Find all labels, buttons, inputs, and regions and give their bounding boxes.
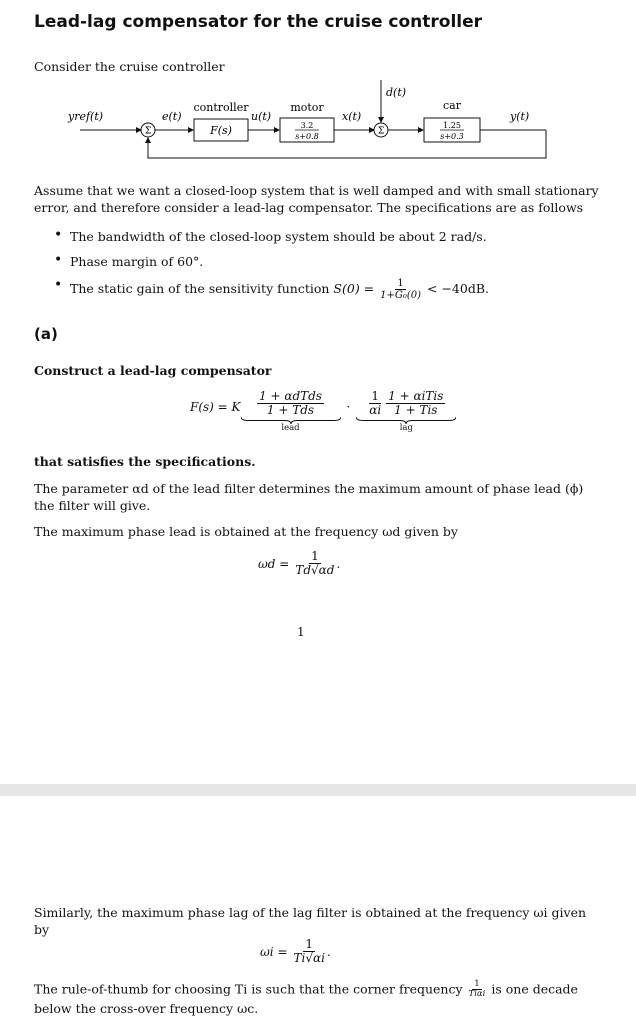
- lag-paragraph: Similarly, the maximum phase lag of the lag filter is obtained at the frequency ωi given by: [34, 905, 587, 937]
- corner-frequency-numerator: 1: [474, 979, 480, 989]
- corner-frequency-fraction: [467, 980, 488, 1000]
- rule-suffix: is one decade below the cross-over frequency ωc.: [34, 981, 578, 1016]
- max-lead-paragraph: The maximum phase lead is obtained at the frequency ωd given by: [34, 524, 458, 539]
- intro-text: Consider the cruise controller: [34, 59, 225, 74]
- output-label: y(t): [510, 110, 530, 123]
- spec-static-gain: [54, 278, 614, 301]
- wi-equation: [260, 938, 331, 965]
- block-diagram: [60, 80, 600, 170]
- motor-denominator: s+0.8: [295, 132, 319, 141]
- lag-coefficient: [367, 390, 383, 417]
- wd-numerator: 1: [311, 549, 319, 563]
- control-signal-label: u(t): [251, 110, 272, 123]
- motor-output-label: x(t): [342, 110, 362, 123]
- lag-numerator: 1 + αiTis: [388, 389, 444, 403]
- error-label: e(t): [162, 110, 182, 123]
- page-title: Lead-lag compensator for the cruise controller: [34, 12, 483, 32]
- sum-symbol-2: Σ: [377, 126, 385, 137]
- lead-denominator: 1 + Tds: [266, 403, 315, 418]
- static-gain-prefix: The static gain of the sensitivity function: [70, 281, 330, 296]
- lag-fraction: [386, 390, 445, 417]
- spec-phase-margin: • Phase margin of 60°.: [54, 253, 614, 270]
- static-gain-lhs: S(0) =: [333, 281, 375, 296]
- corner-frequency-denominator: Tiαi: [468, 989, 486, 1000]
- motor-numerator: 3.2: [300, 121, 314, 130]
- wd-lhs: ωd =: [258, 556, 290, 571]
- parameter-paragraph: The parameter αd of the lead filter determines the maximum amount of phase lead (ϕ) the filter will give.: [34, 481, 584, 513]
- construct-heading: Construct a lead-lag compensator: [34, 363, 272, 378]
- rule-of-thumb-paragraph: [34, 980, 604, 1017]
- lead-fraction: [257, 390, 324, 417]
- part-label: (a): [34, 325, 58, 343]
- formula-dot: ·: [346, 400, 351, 414]
- lead-part: [241, 390, 341, 433]
- wi-fraction: [292, 938, 327, 965]
- car-numerator: 1.25: [443, 121, 461, 130]
- sensitivity-numerator: 1: [397, 278, 404, 289]
- wi-numerator: 1: [305, 937, 314, 951]
- static-gain-suffix: < −40dB.: [427, 281, 490, 296]
- lag-terms: [367, 390, 445, 417]
- lag-denominator: 1 + Tis: [394, 403, 438, 418]
- lead-numerator: 1 + αdTds: [259, 389, 322, 403]
- specification-list: [54, 228, 614, 309]
- disturbance-label: d(t): [386, 86, 407, 99]
- sensitivity-fraction: [378, 278, 423, 301]
- sensitivity-denominator: 1+G₀(0): [380, 290, 422, 301]
- controller-label: controller: [193, 101, 249, 114]
- lead-lag-formula: [190, 390, 456, 433]
- car-label: car: [443, 99, 461, 112]
- rule-prefix: The rule-of-thumb for choosing Ti is such that the corner frequency: [34, 981, 463, 997]
- spec-bandwidth: • The bandwidth of the closed-loop system should be about 2 rad/s.: [54, 228, 614, 245]
- sum-symbol-1: Σ: [144, 126, 152, 137]
- assumption-paragraph: Assume that we want a closed-loop system that is well damped and with small stationary error, and therefore consider a lead-lag compensator. The specifications are as follows: [34, 183, 599, 215]
- lag-label: lag: [399, 423, 413, 434]
- wd-equation: [258, 550, 340, 577]
- yref-label: yref(t): [68, 110, 104, 123]
- formula-lhs: F(s) = K: [190, 400, 241, 414]
- wd-fraction: [293, 550, 336, 577]
- lead-label: lead: [281, 423, 300, 434]
- wd-denominator: Td√αd: [295, 563, 335, 578]
- document-page-2: [0, 796, 636, 1024]
- wi-period: .: [326, 944, 331, 959]
- motor-label: motor: [290, 101, 324, 114]
- wd-period: .: [336, 556, 341, 571]
- controller-transfer-function: F(s): [210, 124, 232, 137]
- wi-lhs: ωi =: [260, 944, 288, 959]
- lag-coefficient-denominator: αi: [369, 403, 382, 418]
- page-separator: [0, 784, 636, 796]
- wi-denominator: Ti√αi: [293, 951, 325, 966]
- lag-coefficient-numerator: 1: [371, 389, 380, 403]
- lag-part: [356, 390, 456, 433]
- satisfies-text: that satisfies the specifications.: [34, 454, 256, 469]
- car-denominator: s+0.3: [440, 132, 464, 141]
- page-number: 1: [297, 625, 305, 639]
